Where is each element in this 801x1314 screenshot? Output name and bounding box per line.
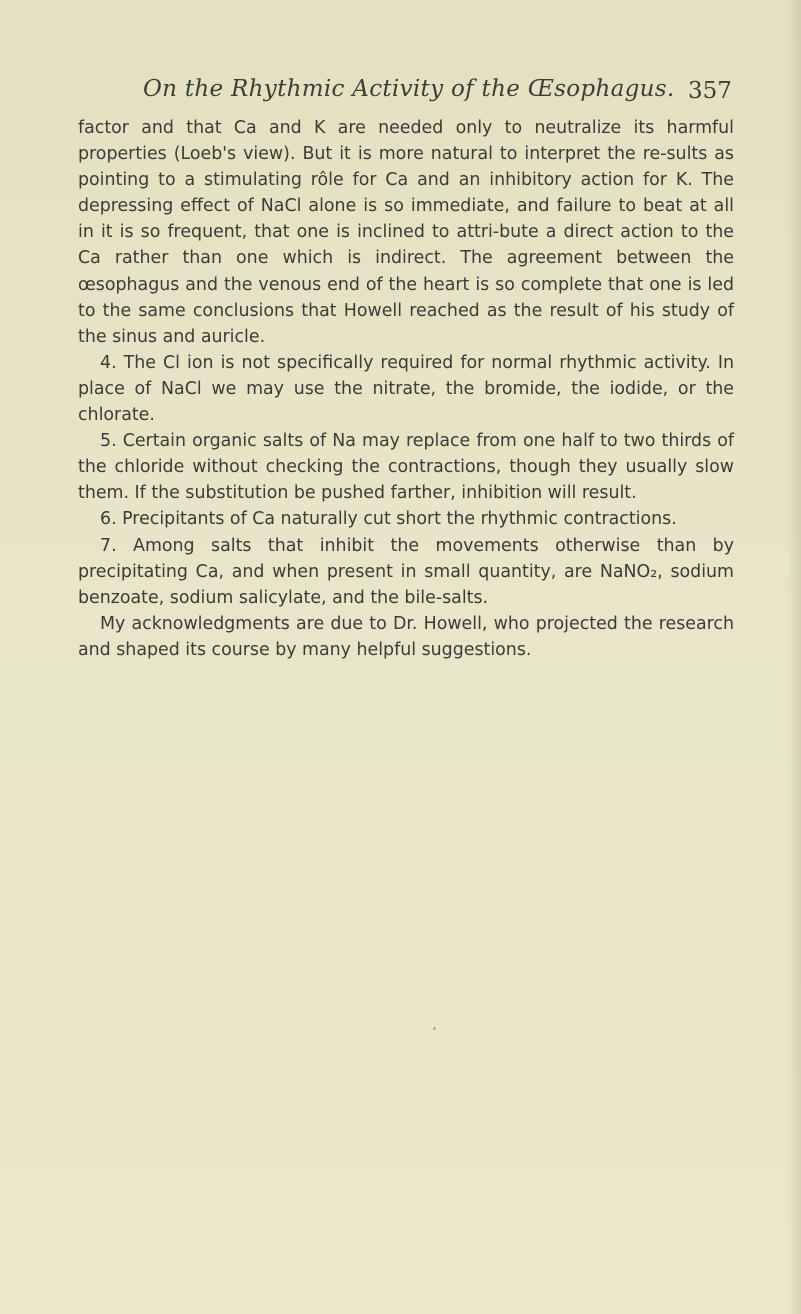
paragraph-point-4: 4. The Cl ion is not specifically required for normal rhythmic activity. In place of NaCl we may use the nitrate, the bromide, the iodide, or the chlorate. [78, 352, 734, 426]
paragraph-point-7: 7. Among salts that inhibit the movements otherwise than by precipitating Ca, and when present in small quantity, are NaNO₂, sodium benzoate, sodium salicylate, and the bile-salts. [78, 535, 734, 608]
running-head [0, 76, 801, 116]
paragraph-acknowledgments: My acknowledgments are due to Dr. Howell, who projected the research and shaped its course by many helpful suggestions. [78, 613, 734, 660]
paper-speck [433, 1027, 436, 1030]
page-edge-shadow [787, 0, 801, 1314]
paragraph-continuation: factor and that Ca and K are needed only to neutralize its harmful properties (Loeb's view). But it is more natural to interpret the re-sults as pointing to a stimulating rôle for Ca and an inhibitory action for K. The depressing effect of NaCl alone is so immediate, and failure to beat at all in it is so frequent, that one is inclined to attri-bute a direct action to the Ca rather than one which is indirect. The agreement between the œsophagus and the venous end of the heart is so complete that one is led to the same conclusions that Howell reached as the result of his study of the sinus and auricle. [78, 118, 734, 347]
body-text [78, 115, 734, 663]
running-title: On the Rhythmic Activity of the Œsophagus. [143, 76, 675, 102]
paragraph-point-5: 5. Certain organic salts of Na may replace from one half to two thirds of the chloride without checking the contractions, though they usually slow them. If the substitution be pushed farther, inhibition will result. [78, 431, 734, 504]
page-number: 357 [688, 78, 732, 104]
paragraph-point-6: 6. Precipitants of Ca naturally cut short the rhythmic contractions. [100, 509, 677, 530]
